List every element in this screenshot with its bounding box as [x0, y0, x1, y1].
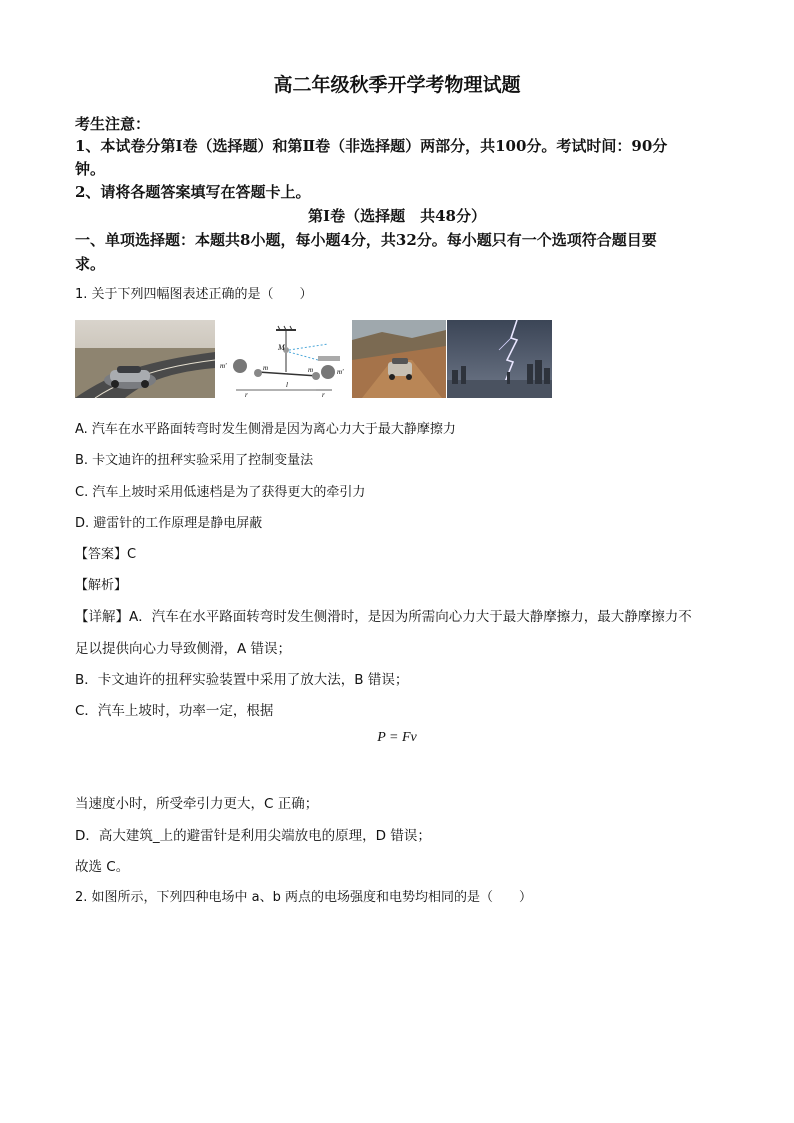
detail-a-line-2: 足以提供向心力导致侧滑，A 错误；	[75, 641, 292, 657]
part1-instruction: 一、单项选择题：本题共8小题，每小题4分，共32分。每小题只有一个选项符合题目要	[75, 231, 657, 249]
part1-instruction-cont: 求。	[75, 255, 106, 273]
label-m-prime-left: m'	[220, 362, 227, 370]
notice-line-2: 2、请将各题答案填写在答题卡上。	[75, 183, 311, 201]
page-title: 高二年级秋季开学考物理试题	[273, 74, 521, 96]
option-a: A. 汽车在水平路面转弯时发生侧滑是因为离心力大于最大静摩擦力	[75, 422, 456, 437]
option-d: D. 避雷针的工作原理是静电屏蔽	[75, 516, 263, 531]
notice-line-1-cont: 钟。	[75, 160, 106, 178]
label-m-2: m	[308, 366, 314, 374]
detail-c-conclusion: 当速度小时，所受牵引力更大，C 正确；	[75, 796, 319, 812]
question-2-stem: 2. 如图所示，下列四种电场中 a、b 两点的电场强度和电势均相同的是（ ）	[75, 890, 533, 905]
answer-line: 【答案】C	[75, 547, 137, 562]
car-slope-photo	[352, 320, 446, 398]
label-l: l	[286, 381, 288, 389]
detail-a-line-1: 【详解】A．汽车在水平路面转弯时发生侧滑时，是因为所需向心力大于最大静摩擦力，最大静摩擦力不	[75, 609, 692, 625]
label-M: M	[278, 343, 285, 352]
analysis-heading: 【解析】	[75, 578, 128, 593]
final-choice: 故选 C。	[75, 859, 130, 875]
option-c: C. 汽车上坡时采用低速档是为了获得更大的牵引力	[75, 485, 366, 500]
option-b: B. 卡文迪许的扭秤实验采用了控制变量法	[75, 453, 314, 468]
label-m-1: m	[263, 364, 269, 372]
notice-heading: 考生注意：	[75, 115, 151, 133]
notice-line-1: 1、本试卷分第Ⅰ卷（选择题）和第Ⅱ卷（非选择题）两部分，共100分。考试时间：90分	[75, 137, 668, 155]
section-heading: 第Ⅰ卷（选择题 共48分）	[308, 207, 486, 225]
question-1-stem: 1. 关于下列四幅图表述正确的是（ ）	[75, 287, 313, 302]
label-r-2: r	[322, 391, 325, 398]
detail-b: B．卡文迪许的扭秤实验装置中采用了放大法，B 错误；	[75, 672, 409, 688]
lightning-city-photo	[447, 320, 552, 398]
label-m-prime-right: m'	[337, 368, 344, 376]
formula-power: P = Fv	[377, 730, 417, 745]
torsion-balance-diagram	[218, 320, 350, 398]
car-curve-photo	[75, 320, 215, 398]
detail-c: C．汽车上坡时，功率一定，根据	[75, 703, 274, 719]
label-r-1: r	[245, 391, 248, 398]
detail-d: D．高大建筑_上的避雷针是利用尖端放电的原理，D 错误；	[75, 828, 431, 844]
